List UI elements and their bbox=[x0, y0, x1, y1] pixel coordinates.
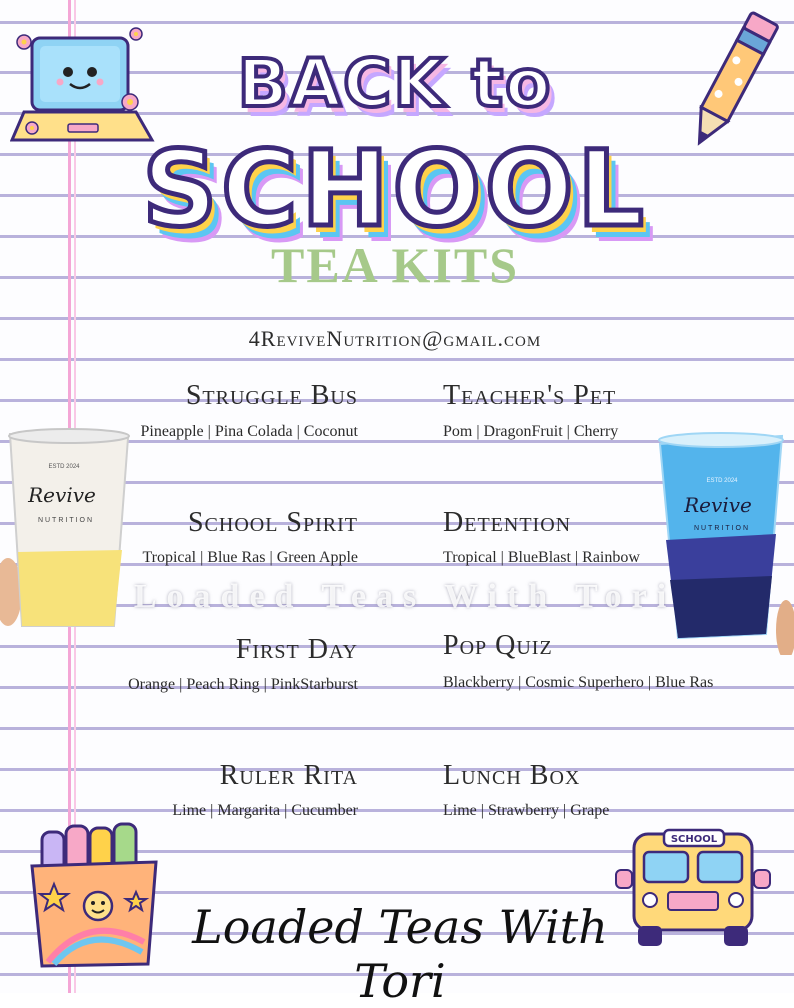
kit-name-teachers-pet: Teacher's Pet bbox=[443, 380, 617, 411]
kit-flavors-lunch-box: Lime | Strawberry | Grape bbox=[443, 802, 610, 819]
kit-name-detention: Detention bbox=[443, 507, 572, 538]
svg-text:Revive: Revive bbox=[28, 483, 96, 507]
right-drink-cup-icon bbox=[656, 430, 794, 655]
kit-name-school-spirit: School Spirit bbox=[187, 507, 358, 538]
kit-name-ruler-rita: Ruler Rita bbox=[219, 760, 358, 791]
kit-flavors-school-spirit: Tropical | Blue Ras | Green Apple bbox=[142, 549, 358, 566]
pencil-sticker-icon bbox=[680, 8, 780, 158]
kit-name-pop-quiz: Pop Quiz bbox=[443, 630, 553, 661]
title-back-to: BACK to bbox=[237, 45, 553, 122]
subtitle-tea-kits: TEA KITS bbox=[270, 237, 520, 293]
svg-text:ESTD 2024: ESTD 2024 bbox=[48, 464, 80, 470]
kit-flavors-struggle-bus: Pineapple | Pina Colada | Coconut bbox=[140, 423, 358, 440]
svg-text:Revive: Revive bbox=[684, 493, 752, 517]
kit-flavors-detention: Tropical | BlueBlast | Rainbow bbox=[443, 549, 640, 566]
crayon-box-sticker-icon bbox=[28, 822, 168, 970]
kit-name-struggle-bus: Struggle Bus bbox=[185, 380, 358, 411]
bus-sign-label: SCHOOL bbox=[670, 834, 718, 845]
school-bus-sticker-icon bbox=[614, 826, 774, 950]
kit-name-lunch-box: Lunch Box bbox=[443, 760, 581, 791]
svg-text:NUTRITION: NUTRITION bbox=[37, 517, 95, 524]
kit-flavors-ruler-rita: Lime | Margarita | Cucumber bbox=[172, 802, 358, 819]
signature-script: Loaded Teas With Tori bbox=[192, 900, 608, 1008]
svg-text:NUTRITION: NUTRITION bbox=[693, 525, 751, 532]
watermark-text: Loaded Teas With Tori bbox=[133, 578, 677, 615]
svg-text:ESTD 2024: ESTD 2024 bbox=[706, 478, 738, 484]
contact-email: 4ReviveNutrition@gmail.com bbox=[248, 326, 542, 351]
kit-flavors-teachers-pet: Pom | DragonFruit | Cherry bbox=[443, 423, 619, 440]
kit-flavors-first-day: Orange | Peach Ring | PinkStarburst bbox=[128, 676, 358, 693]
title-school: SCHOOL bbox=[142, 128, 648, 250]
kit-name-first-day: First Day bbox=[235, 634, 358, 665]
kit-flavors-pop-quiz: Blackberry | Cosmic Superhero | Blue Ras bbox=[443, 674, 714, 691]
